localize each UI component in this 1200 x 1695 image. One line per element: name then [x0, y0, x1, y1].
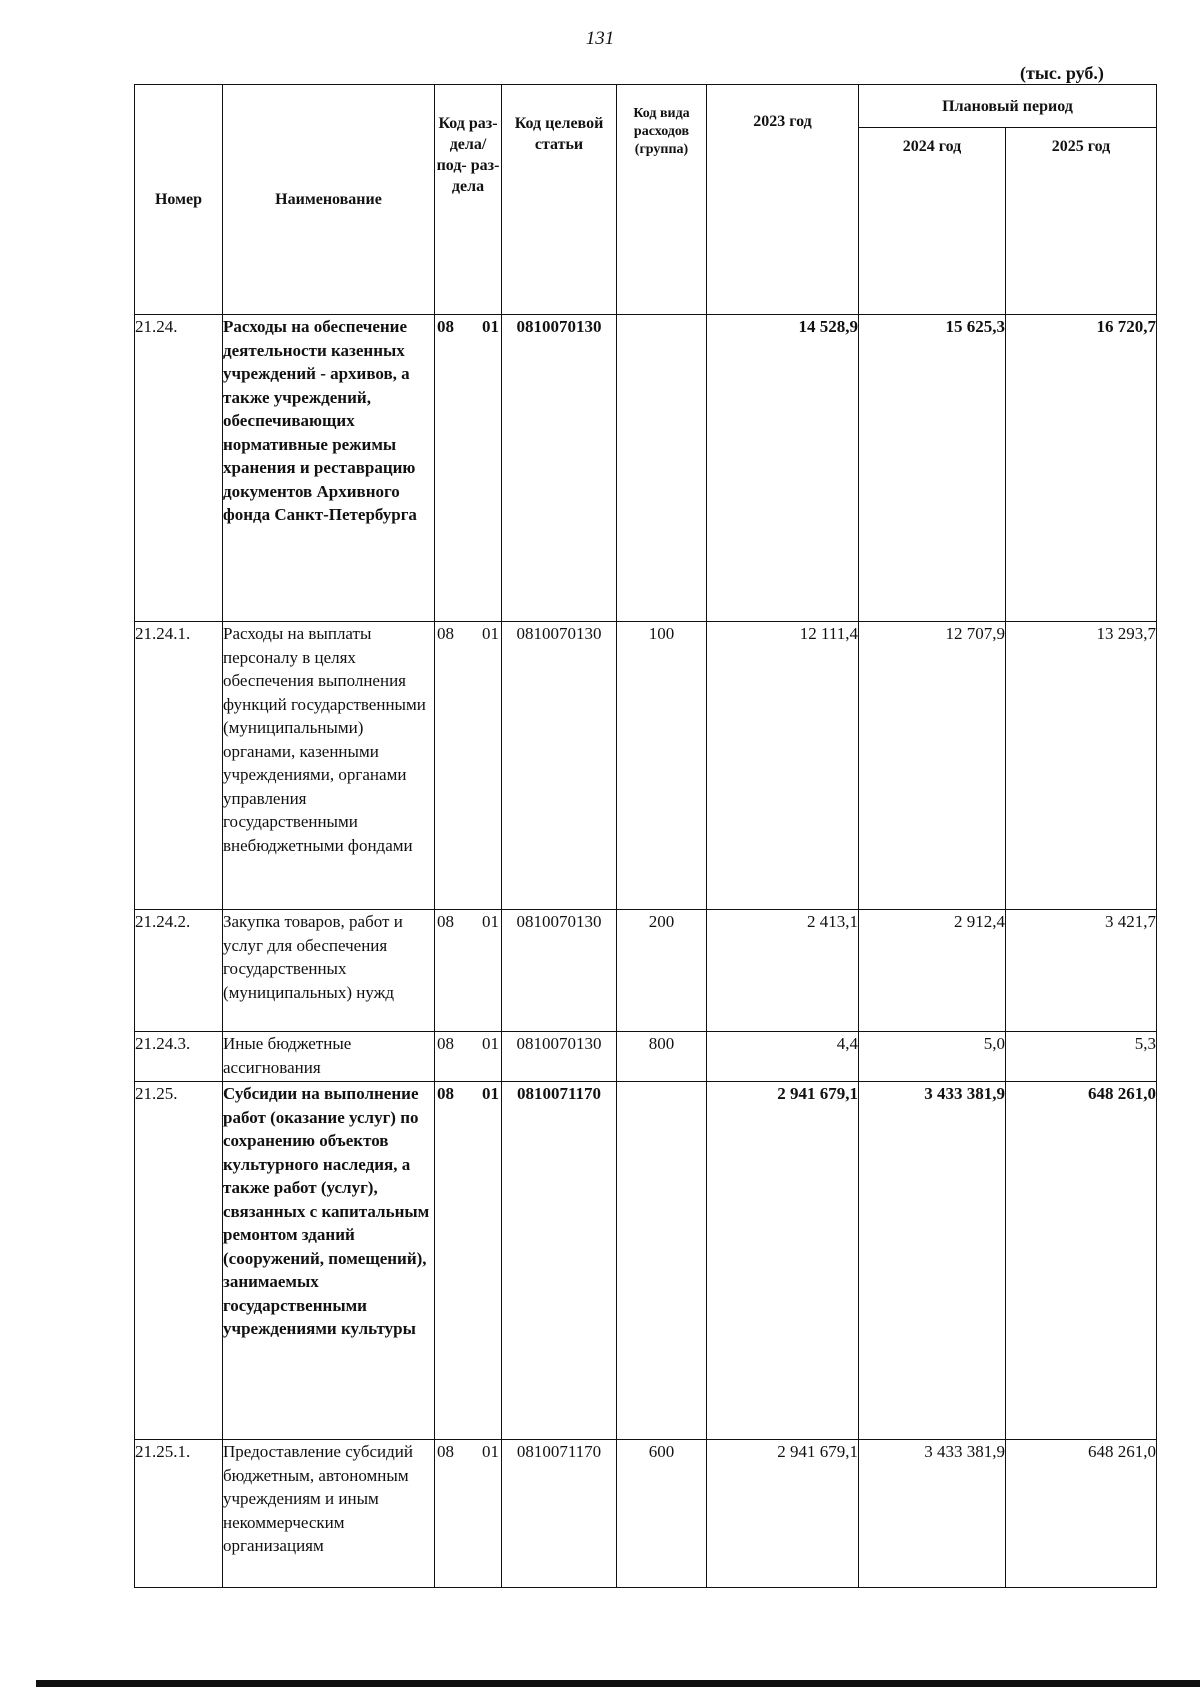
row-number: 21.24.2.: [135, 910, 223, 1032]
row-expense-type: 800: [617, 1032, 707, 1082]
header-target-code: Код целевой статьи: [502, 85, 617, 315]
row-amount-2023: 14 528,9: [707, 315, 859, 622]
row-target-code: 0810070130: [502, 910, 617, 1032]
row-subsection: 01: [482, 912, 499, 931]
unit-note: (тыс. руб.): [1020, 63, 1104, 83]
budget-table: [134, 84, 1157, 1588]
table-row: [135, 1440, 1157, 1588]
row-section-code: [435, 622, 502, 910]
row-number: 21.24.1.: [135, 622, 223, 910]
row-expense-type: [617, 315, 707, 622]
table-row: [135, 622, 1157, 910]
row-section-code: [435, 910, 502, 1032]
row-amount-2024: 3 433 381,9: [859, 1082, 1006, 1440]
table-row: [135, 1082, 1157, 1440]
row-amount-2025: 3 421,7: [1006, 910, 1157, 1032]
row-amount-2023: 4,4: [707, 1032, 859, 1082]
row-subsection: 01: [482, 624, 499, 643]
row-section: 08: [437, 317, 454, 336]
row-name: Расходы на выплаты персоналу в целях обеспечения выполнения функций государственными (муниципальными) органами, казенными учреждениями, органами управления государственными внебюджетными фондами: [223, 622, 435, 910]
row-subsection: 01: [482, 1034, 499, 1053]
row-target-code: 0810070130: [502, 1032, 617, 1082]
header-expense-type-code: Код вида расходов (группа): [617, 85, 707, 315]
row-section: 08: [437, 1034, 454, 1053]
row-name: Расходы на обеспечение деятельности казенных учреждений - архивов, а также учреждений, обеспечивающих нормативные режимы хранения и реставрацию документов Архивного фонда Санкт-Петербурга: [223, 315, 435, 622]
row-number: 21.25.: [135, 1082, 223, 1440]
row-subsection: 01: [482, 317, 499, 336]
header-section-code: Код раз- дела/ под- раз- дела: [435, 85, 502, 315]
row-amount-2023: 2 413,1: [707, 910, 859, 1032]
table-row: [135, 910, 1157, 1032]
row-amount-2024: 12 707,9: [859, 622, 1006, 910]
header-planned-period: Плановый период: [859, 85, 1157, 128]
row-amount-2024: 2 912,4: [859, 910, 1006, 1032]
row-expense-type: 100: [617, 622, 707, 910]
row-subsection: 01: [482, 1442, 499, 1461]
row-section: 08: [437, 912, 454, 931]
row-amount-2023: 2 941 679,1: [707, 1440, 859, 1588]
header-year-2025: 2025 год: [1006, 128, 1157, 315]
row-target-code: 0810070130: [502, 622, 617, 910]
row-subsection: 01: [482, 1084, 499, 1103]
row-amount-2023: 2 941 679,1: [707, 1082, 859, 1440]
row-target-code: 0810070130: [502, 315, 617, 622]
row-expense-type: 600: [617, 1440, 707, 1588]
row-amount-2025: 5,3: [1006, 1032, 1157, 1082]
footer-rule: [36, 1680, 1200, 1687]
page-number: 131: [585, 28, 615, 49]
row-name: Субсидии на выполнение работ (оказание услуг) по сохранению объектов культурного наследия, а также работ (услуг), связанных с капитальным ремонтом зданий (сооружений, помещений), занимаемых государственными учреждениями культуры: [223, 1082, 435, 1440]
row-expense-type: [617, 1082, 707, 1440]
table-row: [135, 315, 1157, 622]
row-section-code: [435, 1082, 502, 1440]
row-name: Закупка товаров, работ и услуг для обеспечения государственных (муниципальных) нужд: [223, 910, 435, 1032]
header-number: Номер: [135, 85, 223, 315]
row-section-code: [435, 315, 502, 622]
row-amount-2024: 3 433 381,9: [859, 1440, 1006, 1588]
table-row: [135, 1032, 1157, 1082]
row-amount-2025: 16 720,7: [1006, 315, 1157, 622]
row-section: 08: [437, 1084, 454, 1103]
header-year-2024: 2024 год: [859, 128, 1006, 315]
row-target-code: 0810071170: [502, 1440, 617, 1588]
row-section-code: [435, 1440, 502, 1588]
row-section: 08: [437, 624, 454, 643]
table-body: [135, 315, 1157, 1588]
row-name: Предоставление субсидий бюджетным, автономным учреждениям и иным некоммерческим организациям: [223, 1440, 435, 1588]
row-amount-2025: 648 261,0: [1006, 1440, 1157, 1588]
row-amount-2023: 12 111,4: [707, 622, 859, 910]
header-name: Наименование: [223, 85, 435, 315]
row-name: Иные бюджетные ассигнования: [223, 1032, 435, 1082]
row-amount-2025: 648 261,0: [1006, 1082, 1157, 1440]
row-amount-2025: 13 293,7: [1006, 622, 1157, 910]
row-section: 08: [437, 1442, 454, 1461]
row-number: 21.24.: [135, 315, 223, 622]
table-header: [135, 85, 1157, 315]
row-number: 21.24.3.: [135, 1032, 223, 1082]
row-expense-type: 200: [617, 910, 707, 1032]
row-amount-2024: 15 625,3: [859, 315, 1006, 622]
row-amount-2024: 5,0: [859, 1032, 1006, 1082]
row-target-code: 0810071170: [502, 1082, 617, 1440]
header-year-2023: 2023 год: [707, 85, 859, 315]
row-section-code: [435, 1032, 502, 1082]
row-number: 21.25.1.: [135, 1440, 223, 1588]
